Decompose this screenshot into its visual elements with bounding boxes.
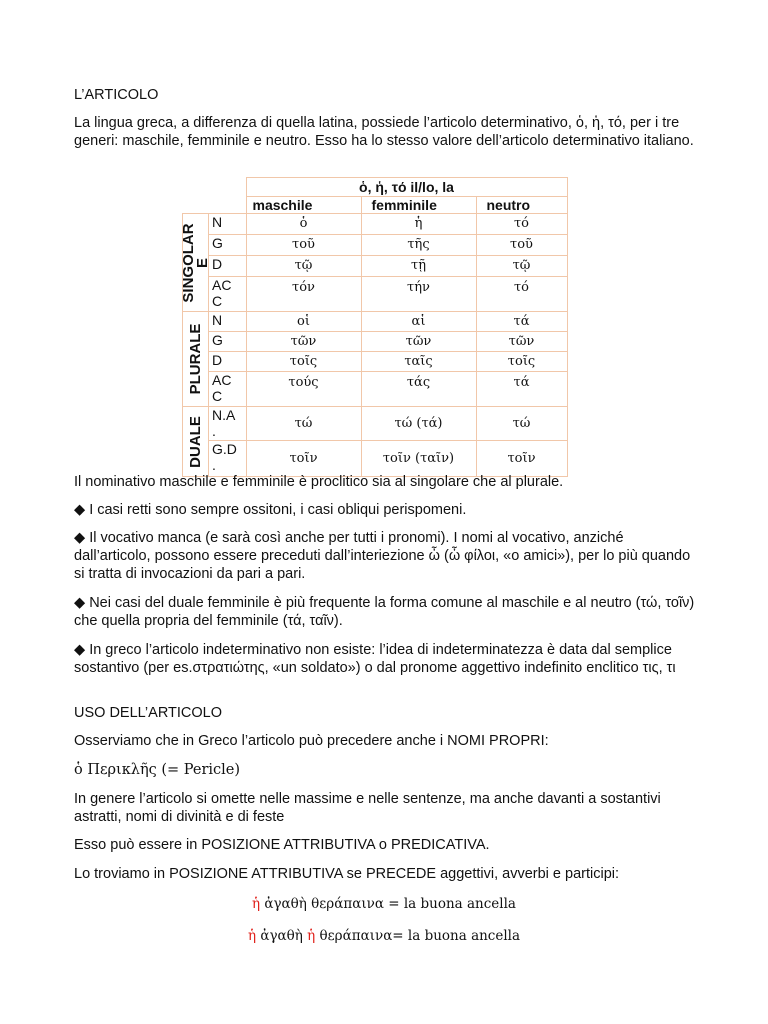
red-article: ἡ <box>307 928 316 944</box>
proclitic-note: Il nominativo maschile e femminile è proclitico sia al singolare che al plurale. <box>74 474 564 490</box>
bullet-paragraph: ◆ Nei casi del duale femminile è più frequente la forma comune al maschile e al neutro (τώ, τοῖν) che quella propria del femminile (τά, ταῖν). <box>74 595 695 629</box>
page-title: L’ARTICOLO <box>74 87 159 103</box>
intro-paragraph: La lingua greca, a differenza di quella latina, possiede l’articolo determinativo, ὁ, ἡ, τό, per i tre generi: maschile, femminile e neutro. Esso ha lo stesso valore dell’articolo determinativo italiano. <box>74 115 694 149</box>
case-label: D <box>209 352 247 372</box>
cell-femm: τάς <box>361 372 476 407</box>
case-label: G <box>209 332 247 352</box>
diamond-bullet-icon: ◆ <box>74 530 86 546</box>
cell-masc: ὁ <box>246 214 361 235</box>
cell-masc: τόν <box>246 277 361 312</box>
column-header-neutro: neutro <box>476 197 567 214</box>
uso-paragraph: In genere l’articolo si omette nelle massime e nelle sentenze, ma anche davanti a sostantivi astratti, nomi di divinità e di feste <box>74 791 661 825</box>
cell-neut: τά <box>476 312 567 332</box>
case-label: G.D . <box>209 441 247 477</box>
cell-neut: τό <box>476 277 567 312</box>
uso-paragraph: Osserviamo che in Greco l’articolo può precedere anche i NOMI PROPRI: <box>74 733 549 749</box>
pericle-example: ὁ Περικλῆς (= Pericle) <box>74 762 241 778</box>
cell-neut: τό <box>476 214 567 235</box>
diamond-bullet-icon: ◆ <box>74 502 86 518</box>
cell-femm: τοῖν (ταῖν) <box>361 441 476 477</box>
cell-neut: τοῦ <box>476 235 567 256</box>
column-header-femminile: femminile <box>361 197 476 214</box>
group-label-singolare: SINGOLAR E <box>183 214 209 312</box>
case-label: N.A . <box>209 407 247 441</box>
cell-neut: τοῖν <box>476 441 567 477</box>
cell-masc: τώ <box>246 407 361 441</box>
red-article: ἡ <box>251 896 261 912</box>
case-label: AC C <box>209 277 247 312</box>
group-label-plurale: PLURALE <box>183 312 209 407</box>
cell-neut: τώ <box>476 407 567 441</box>
bullet-paragraph: ◆ In greco l’articolo indeterminativo non esiste: l’idea di indeterminatezza è data dal semplice sostantivo (per es.στρατιώτης, «un soldato») o dal pronome aggettivo indefinito enclitico τις, τι <box>74 642 676 676</box>
cell-neut: τά <box>476 372 567 407</box>
cell-masc: τοῖν <box>246 441 361 477</box>
case-label: AC C <box>209 372 247 407</box>
uso-paragraph: Esso può essere in POSIZIONE ATTRIBUTIVA o PREDICATIVA. <box>74 837 490 853</box>
cell-neut: τῷ <box>476 256 567 277</box>
cell-masc: τοῖς <box>246 352 361 372</box>
attributive-example-2: ἡ ἀγαθὴ ἡ θεράπαινα= la buona ancella <box>247 928 521 944</box>
cell-neut: τῶν <box>476 332 567 352</box>
case-label: N <box>209 312 247 332</box>
cell-masc: τῷ <box>246 256 361 277</box>
cell-femm: τῶν <box>361 332 476 352</box>
diamond-bullet-icon: ◆ <box>74 642 86 658</box>
bullet-paragraph: ◆ I casi retti sono sempre ossitoni, i casi obliqui perispomeni. <box>74 502 467 518</box>
cell-femm: τήν <box>361 277 476 312</box>
attributive-example-1: ἡ ἀγαθὴ θεράπαινα = la buona ancella <box>251 896 516 912</box>
cell-femm: τῆς <box>361 235 476 256</box>
cell-masc: οἱ <box>246 312 361 332</box>
cell-masc: τούς <box>246 372 361 407</box>
cell-femm: τῇ <box>361 256 476 277</box>
cell-neut: τοῖς <box>476 352 567 372</box>
cell-masc: τῶν <box>246 332 361 352</box>
cell-femm: ταῖς <box>361 352 476 372</box>
article-declension-table <box>179 177 568 477</box>
cell-femm: ἡ <box>361 214 476 235</box>
cell-masc: τοῦ <box>246 235 361 256</box>
cell-femm: τώ (τά) <box>361 407 476 441</box>
table-heading: ὁ, ἡ, τό il/lo, la <box>246 178 567 197</box>
uso-paragraph: Lo troviamo in POSIZIONE ATTRIBUTIVA se PRECEDE aggettivi, avverbi e participi: <box>74 866 620 882</box>
section-title: USO DELL’ARTICOLO <box>74 705 223 721</box>
case-label: N <box>209 214 247 235</box>
red-article: ἡ <box>247 928 257 944</box>
column-header-maschile: maschile <box>246 197 361 214</box>
cell-femm: αἱ <box>361 312 476 332</box>
case-label: G <box>209 235 247 256</box>
bullet-paragraph: ◆ Il vocativo manca (e sarà così anche per tutti i pronomi). I nomi al vocativo, anziché dall’articolo, possono essere preceduti dall’interiezione ὦ (ὦ φίλοι, «o amici»), per lo più quando si tratta di invocazioni da pari a pari. <box>74 530 691 582</box>
case-label: D <box>209 256 247 277</box>
diamond-bullet-icon: ◆ <box>74 595 86 611</box>
group-label-duale: DUALE <box>183 407 209 477</box>
